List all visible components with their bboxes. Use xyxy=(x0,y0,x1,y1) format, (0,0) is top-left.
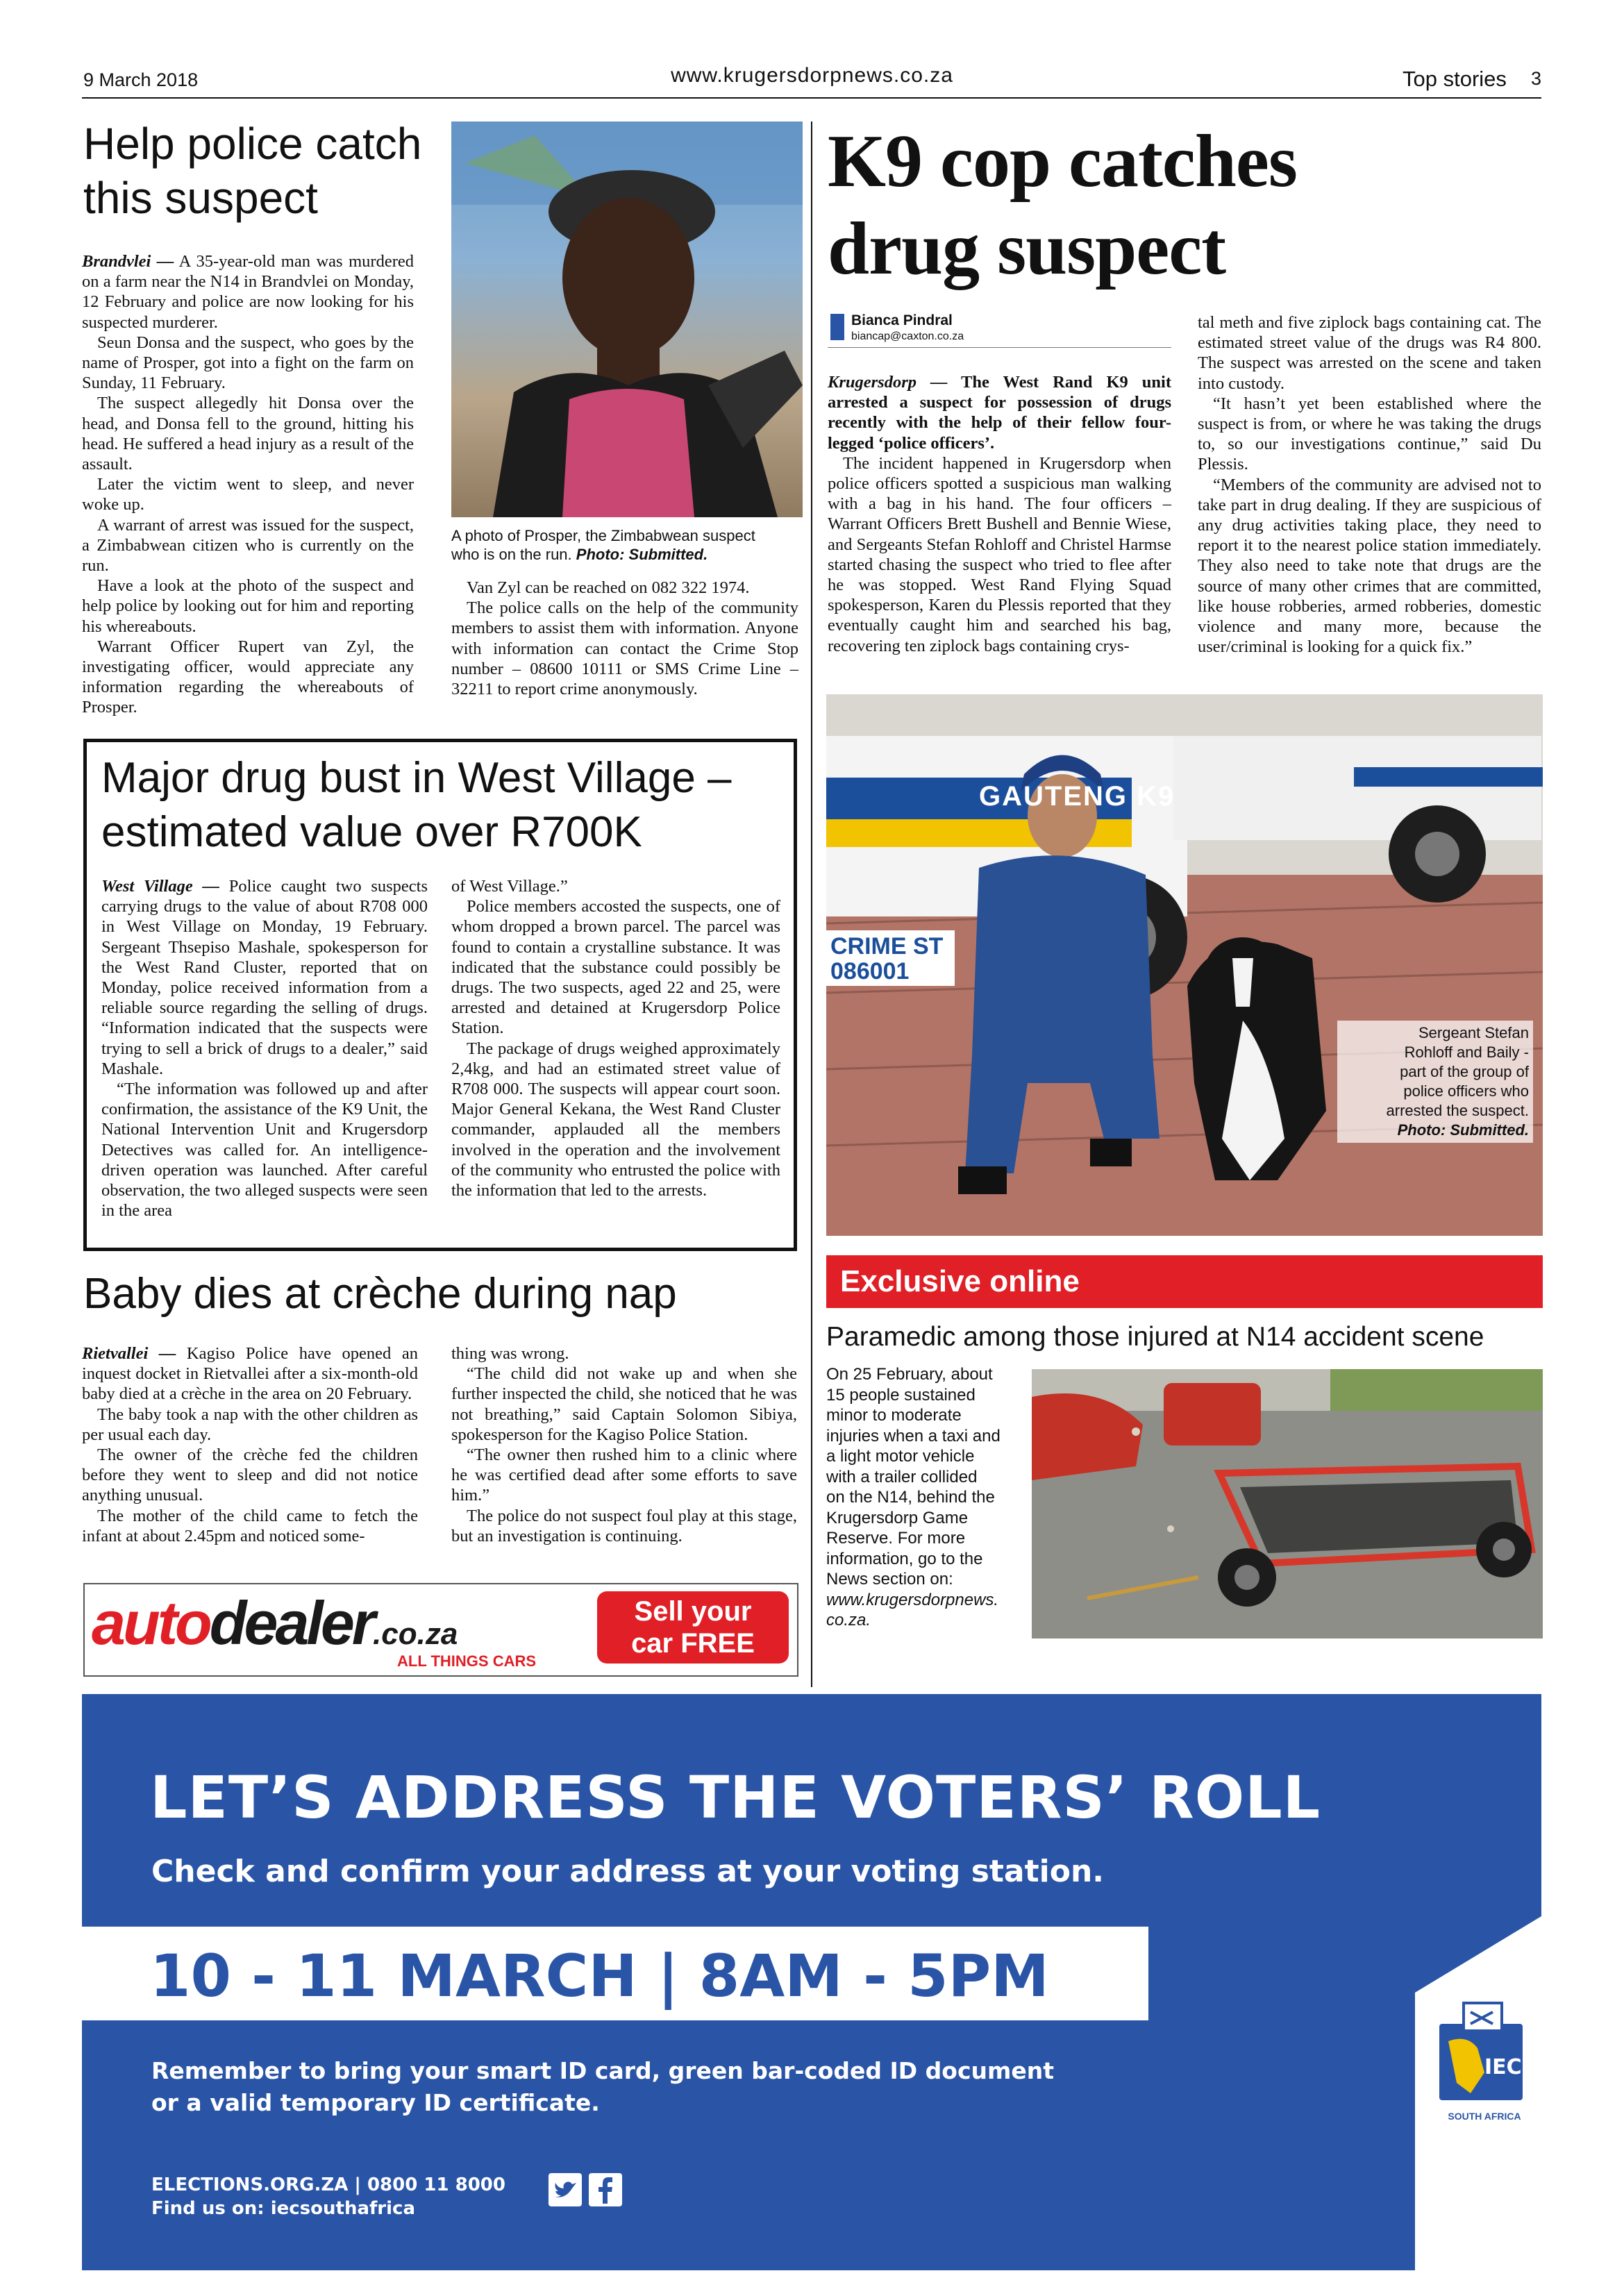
iec-voters-roll-ad xyxy=(82,1694,1541,2270)
iec-ad-title: LET’S ADDRESS THE VOTERS’ ROLL xyxy=(150,1763,1321,1832)
k9-officer-photo xyxy=(826,694,1543,1236)
iec-ballot-icon xyxy=(1429,2000,1533,2104)
drug-bust-col1: West Village — Police caught two suspects carrying drugs to the value of about R708 000 in West Village on Monday, 19 February. Sergeant Thsepiso Mashale, spokesperson for the West Rand Cluster, reported that on Monday, police received information from a reliable source regarding the selling of drugs. “Information indicated that the suspects were trying to sell a brick of drugs to a dealer,” said Mashale. “The information was followed up and after confirmation, the assistance of the K9 Unit, the National Intervention Unit and Krugersdorp Detectives was called for. An intelligence-driven operation was launched. After careful observation, the two alleged suspects were seen in the area xyxy=(101,877,428,1221)
iec-ad-contact: ELECTIONS.ORG.ZA | 0800 11 8000 Find us on: iecsouthafrica xyxy=(151,2175,505,2219)
baby-col1: Rietvallei — Kagiso Police have opened an inquest docket in Rietvallei after a six-month-old baby died at a crèche in the area on 20 February. The baby took a nap with the other children as per usual each day. The owner of the crèche fed the children before they went to sleep and did not notice anything unusual. The mother of the child came to fetch the infant at about 2.45pm and noticed some- xyxy=(82,1344,418,1545)
help-police-headline: Help police catch this suspect xyxy=(83,119,422,223)
iec-logo-country: SOUTH AFRICA xyxy=(1448,2111,1521,2122)
accident-photo xyxy=(1032,1369,1543,1639)
suspect-figure-graphic xyxy=(451,121,803,517)
page-date: 9 March 2018 xyxy=(83,69,199,90)
facebook-icon[interactable] xyxy=(589,2173,622,2206)
iec-ad-date-bar xyxy=(82,1927,1148,2020)
autodealer-tagline: ALL THINGS CARS xyxy=(397,1652,537,1670)
autodealer-cta-button[interactable]: Sell your car FREE xyxy=(597,1591,789,1664)
exclusive-online-banner: Exclusive online xyxy=(826,1255,1543,1308)
k9-headline: K9 cop catches drug suspect xyxy=(828,120,1297,290)
autodealer-ad[interactable] xyxy=(83,1583,798,1677)
exclusive-online-link[interactable]: www.krugersdorpnews. co.za. xyxy=(826,1590,999,1629)
iec-logo-text: IEC xyxy=(1484,2055,1522,2079)
suspect-photo-caption: A photo of Prosper, the Zimbabwean suspect who is on the run. Photo: Submitted. xyxy=(451,527,755,563)
suspect-photo xyxy=(451,121,803,517)
exclusive-online-headline[interactable]: Paramedic among those injured at N14 accident scene xyxy=(826,1322,1484,1352)
section-name: Top stories xyxy=(1403,67,1507,91)
k9-photo-caption: Sergeant Stefan Rohloff and Baily - part of the group of police officers who arrested the suspect. Photo: Submitted. xyxy=(1337,1021,1533,1143)
iec-contact-website[interactable]: ELECTIONS.ORG.ZA | 0800 11 8000 xyxy=(151,2175,505,2195)
byline-email[interactable]: biancap@caxton.co.za xyxy=(851,330,964,342)
site-url[interactable]: www.krugersdorpnews.co.za xyxy=(671,64,953,87)
header-rule xyxy=(82,97,1541,99)
iec-logo xyxy=(1429,2000,1533,2104)
byline-marker xyxy=(830,314,844,340)
byline-rule xyxy=(828,347,1171,348)
iec-ad-dates: 10 - 11 MARCH | 8AM - 5PM xyxy=(150,1942,1049,2010)
k9-car-label: GAUTENG K9 xyxy=(979,781,1175,812)
k9-col2: tal meth and five ziplock bags containing cat. The estimated street value of the drugs was R4 800. The suspect was arrested on the scene and taken into custody. “It hasn’t yet been established where the suspect is from, or where he was taking the drugs to, so our investigations continue,” said Du Plessis. “Members of the community are advised not to take part in drug dealing. If they are suspicious of any drug activities taking place, they need to report it to the nearest police station immediately. They also need to take note that drugs are the source of many other crimes that are committed, like house robberies, armed robberies, domestic violence and many more, because the user/criminal is looking for a quick fix.” xyxy=(1198,313,1541,657)
accident-scene-graphic xyxy=(1032,1369,1543,1639)
autodealer-logo: autodealer.co.za xyxy=(92,1589,458,1657)
k9-car-crimestop: CRIME ST 086001 xyxy=(830,933,944,984)
k9-col1: Krugersdorp — The West Rand K9 unit arrested a suspect for possession of drugs recently with the help of their fellow four-legged ‘police officers’. The incident happened in Krugersdorp when police officers spotted a suspicious man walking with a bag in his hand. The four officers – Warrant Officers Brett Bushell and Bennie Wiese, and Sergeants Stefan Rohloff and Christel Harmse started chasing the suspect who tried to flee after he was stopped. West Rand Flying Squad spokesperson, Karen du Plessis reported that they eventually caught him and searched his bag, recovering ten ziplock bags containing crys- xyxy=(828,373,1171,655)
drug-bust-headline: Major drug bust in West Village – estimated value over R700K xyxy=(101,754,732,856)
byline-name: Bianca Pindral xyxy=(851,312,953,328)
help-police-col1: Brandvlei — A 35-year-old man was murdered on a farm near the N14 in Brandvlei on Monday, 12 February and police are now looking for his suspected murderer. Seun Donsa and the suspect, who goes by the name of Prosper, got into a fight on the farm on Sunday, 11 February. The suspect allegedly hit Donsa over the head, and Donsa fell to the ground, hitting his head. He suffered a head injury as a result of the assault. Later the victim went to sleep, and never woke up. A warrant of arrest was issued for the suspect, a Zimbabwean citizen who is currently on the run. Have a look at the photo of the suspect and help police by looking out for him and reporting his whereabouts. Warrant Officer Rupert van Zyl, the investigating officer, would appreciate any information regarding the whereabouts of Prosper. xyxy=(82,252,414,717)
baby-col2: thing was wrong. “The child did not wake up and when she further inspected the child, she noticed that he was not breathing,” said Captain Solomon Sibiya, spokesperson for the Kagiso Police Station. “The owner then rushed him to a clinic where he was certified dead after some efforts to save him.” The police do not suspect foul play at this stage, but an investigation is continuing. xyxy=(451,1344,797,1545)
column-divider xyxy=(811,121,812,1687)
help-police-col2: Van Zyl can be reached on 082 322 1974. The police calls on the help of the community members to assist them with information. Anyone with information can contact the Crime Stop number – 08600 10111 or SMS Crime Line – 32211 to report crime anonymously. xyxy=(451,578,798,699)
drug-bust-col2: of West Village.” Police members accosted the suspects, one of whom dropped a brown parcel. The parcel was found to contain a crystalline substance. It was indicated that the substance could possibly be drugs. The two suspects, aged 22 and 25, were arrested and detained at Krugersdorp Police Station. The package of drugs weighed approximately 2,4kg, and had an estimated street value of R708 000. The suspects will appear court soon. Major General Kekana, the West Rand Cluster commander, applauded all the members involved in the operation and the involvement of the community who entrusted the police with the information that led to the arrests. xyxy=(451,877,780,1200)
page-number: 3 xyxy=(1531,68,1542,89)
iec-ad-reminder: Remember to bring your smart ID card, green bar-coded ID document or a valid temporary ID certificate. xyxy=(151,2057,1055,2116)
exclusive-online-body: On 25 February, about 15 people sustained minor to moderate injuries when a taxi and a light motor vehicle with a trailer collided on the N14, behind the Krugersdorp Game Reserve. For more information, go to the News section on: www.krugersdorpnews. co.za. xyxy=(826,1364,1028,1631)
iec-ad-subtitle: Check and confirm your address at your voting station. xyxy=(151,1854,1104,1889)
twitter-icon[interactable] xyxy=(549,2173,582,2206)
baby-headline: Baby dies at crèche during nap xyxy=(83,1270,677,1318)
